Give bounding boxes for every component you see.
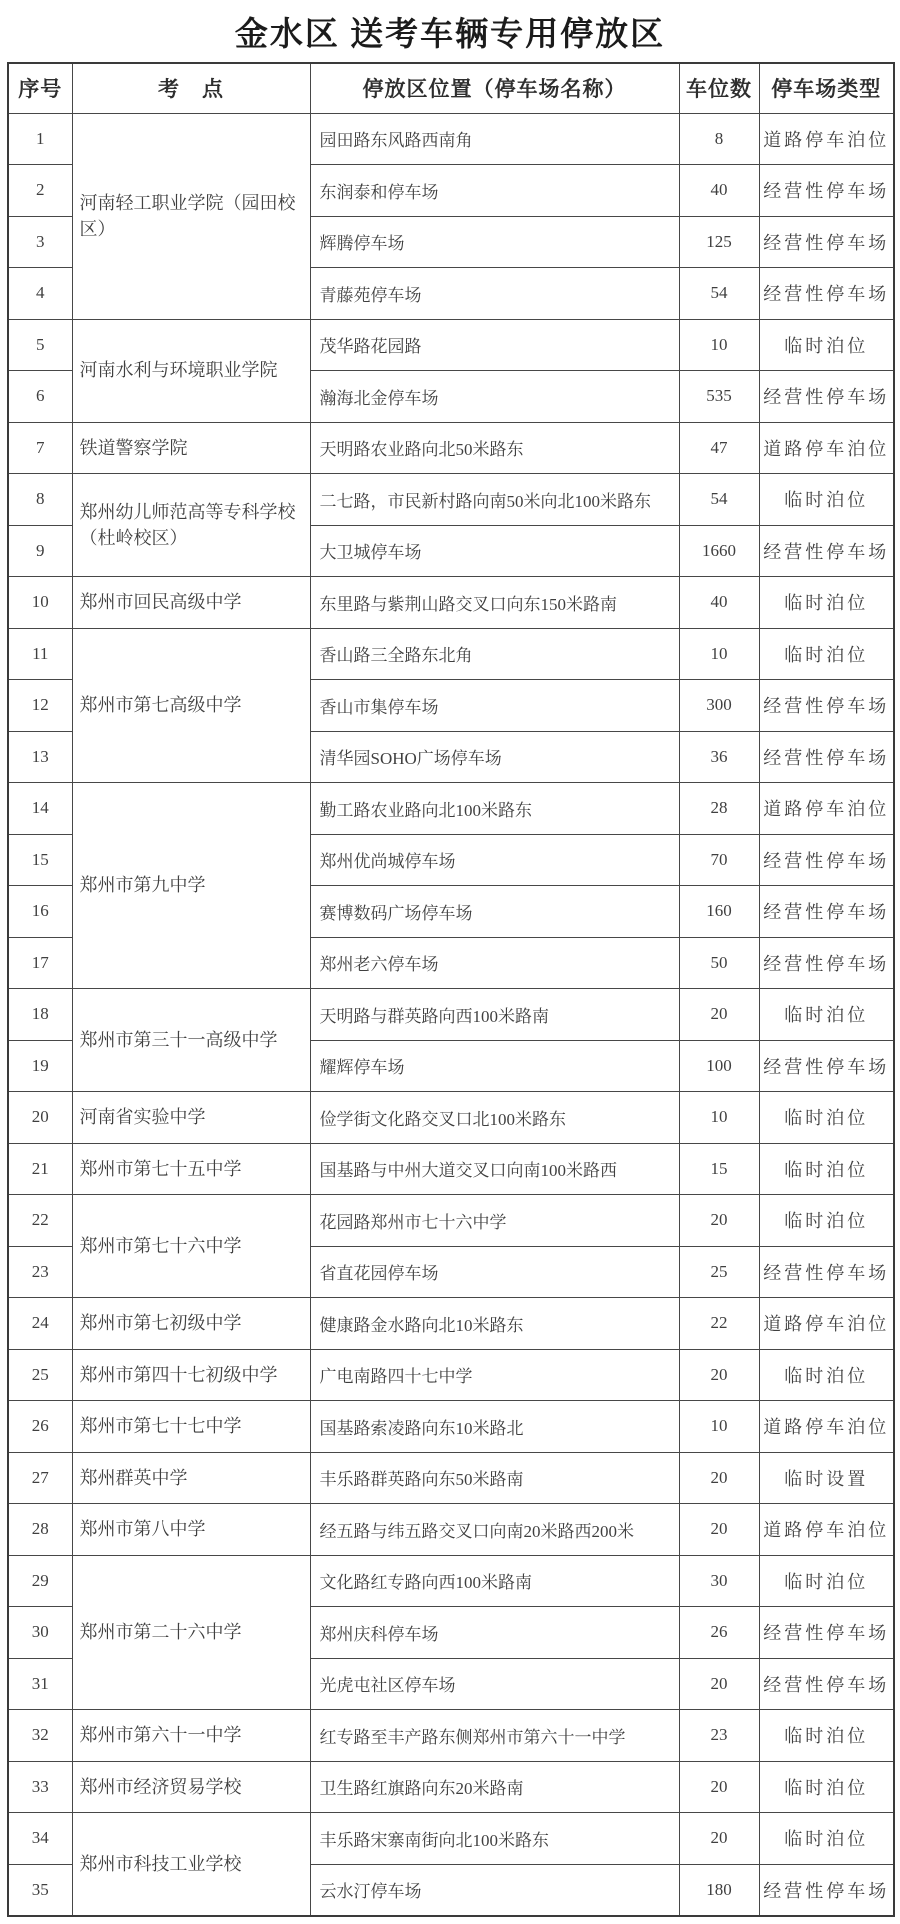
row-number-cell: 2 xyxy=(8,165,72,217)
lot-type-cell: 临时泊位 xyxy=(759,474,894,526)
exam-site-cell: 郑州市第七初级中学 xyxy=(72,1298,310,1350)
parking-location-cell: 丰乐路群英路向东50米路南 xyxy=(310,1452,679,1504)
spaces-count-cell: 47 xyxy=(679,422,759,474)
spaces-count-cell: 8 xyxy=(679,113,759,165)
parking-location-cell: 文化路红专路向西100米路南 xyxy=(310,1555,679,1607)
spaces-count-cell: 28 xyxy=(679,783,759,835)
table-row xyxy=(8,319,894,371)
spaces-count-cell: 50 xyxy=(679,937,759,989)
table-row xyxy=(8,1143,894,1195)
spaces-count-cell: 10 xyxy=(679,1401,759,1453)
parking-location-cell: 卫生路红旗路向东20米路南 xyxy=(310,1761,679,1813)
exam-site-cell: 郑州市第七十五中学 xyxy=(72,1143,310,1195)
row-number-cell: 22 xyxy=(8,1195,72,1247)
parking-location-cell: 郑州优尚城停车场 xyxy=(310,834,679,886)
spaces-count-cell: 100 xyxy=(679,1040,759,1092)
parking-location-cell: 辉腾停车场 xyxy=(310,216,679,268)
spaces-count-cell: 300 xyxy=(679,680,759,732)
lot-type-cell: 经营性停车场 xyxy=(759,165,894,217)
header-serial-number: 序号 xyxy=(8,63,72,113)
table-row xyxy=(8,577,894,629)
spaces-count-cell: 20 xyxy=(679,1452,759,1504)
spaces-count-cell: 23 xyxy=(679,1710,759,1762)
table-row xyxy=(8,1452,894,1504)
parking-location-cell: 郑州老六停车场 xyxy=(310,937,679,989)
lot-type-cell: 临时泊位 xyxy=(759,577,894,629)
parking-location-cell: 广电南路四十七中学 xyxy=(310,1349,679,1401)
exam-site-cell: 河南水利与环境职业学院 xyxy=(72,319,310,422)
parking-location-cell: 东润泰和停车场 xyxy=(310,165,679,217)
exam-site-cell: 郑州市科技工业学校 xyxy=(72,1813,310,1916)
exam-site-cell: 郑州群英中学 xyxy=(72,1452,310,1504)
lot-type-cell: 经营性停车场 xyxy=(759,268,894,320)
parking-table xyxy=(7,62,895,1917)
row-number-cell: 9 xyxy=(8,525,72,577)
row-number-cell: 21 xyxy=(8,1143,72,1195)
exam-site-cell: 河南省实验中学 xyxy=(72,1092,310,1144)
exam-site-cell: 铁道警察学院 xyxy=(72,422,310,474)
lot-type-cell: 经营性停车场 xyxy=(759,731,894,783)
spaces-count-cell: 1660 xyxy=(679,525,759,577)
parking-location-cell: 香山路三全路东北角 xyxy=(310,628,679,680)
exam-site-cell: 郑州市第八中学 xyxy=(72,1504,310,1556)
table-row xyxy=(8,1813,894,1865)
parking-location-cell: 茂华路花园路 xyxy=(310,319,679,371)
spaces-count-cell: 10 xyxy=(679,1092,759,1144)
row-number-cell: 5 xyxy=(8,319,72,371)
row-number-cell: 18 xyxy=(8,989,72,1041)
header-row xyxy=(8,63,894,113)
row-number-cell: 27 xyxy=(8,1452,72,1504)
exam-site-cell: 河南轻工职业学院（园田校区） xyxy=(72,113,310,319)
row-number-cell: 12 xyxy=(8,680,72,732)
spaces-count-cell: 26 xyxy=(679,1607,759,1659)
lot-type-cell: 临时泊位 xyxy=(759,628,894,680)
lot-type-cell: 道路停车泊位 xyxy=(759,422,894,474)
row-number-cell: 14 xyxy=(8,783,72,835)
table-row xyxy=(8,1504,894,1556)
lot-type-cell: 道路停车泊位 xyxy=(759,1298,894,1350)
lot-type-cell: 经营性停车场 xyxy=(759,1864,894,1916)
table-row xyxy=(8,1555,894,1607)
row-number-cell: 29 xyxy=(8,1555,72,1607)
spaces-count-cell: 125 xyxy=(679,216,759,268)
lot-type-cell: 临时设置 xyxy=(759,1452,894,1504)
parking-location-cell: 俭学街文化路交叉口北100米路东 xyxy=(310,1092,679,1144)
lot-type-cell: 经营性停车场 xyxy=(759,1658,894,1710)
table-row xyxy=(8,113,894,165)
parking-location-cell: 东里路与紫荆山路交叉口向东150米路南 xyxy=(310,577,679,629)
spaces-count-cell: 10 xyxy=(679,319,759,371)
parking-location-cell: 郑州庆科停车场 xyxy=(310,1607,679,1659)
parking-location-cell: 大卫城停车场 xyxy=(310,525,679,577)
exam-site-cell: 郑州市回民高级中学 xyxy=(72,577,310,629)
table-row xyxy=(8,1401,894,1453)
lot-type-cell: 临时泊位 xyxy=(759,319,894,371)
exam-site-cell: 郑州市第七十七中学 xyxy=(72,1401,310,1453)
exam-site-cell: 郑州市第二十六中学 xyxy=(72,1555,310,1710)
exam-site-cell: 郑州市第九中学 xyxy=(72,783,310,989)
spaces-count-cell: 20 xyxy=(679,1813,759,1865)
header-spaces-count: 车位数 xyxy=(679,63,759,113)
spaces-count-cell: 54 xyxy=(679,268,759,320)
parking-location-cell: 瀚海北金停车场 xyxy=(310,371,679,423)
spaces-count-cell: 20 xyxy=(679,1195,759,1247)
spaces-count-cell: 30 xyxy=(679,1555,759,1607)
spaces-count-cell: 20 xyxy=(679,1658,759,1710)
row-number-cell: 24 xyxy=(8,1298,72,1350)
row-number-cell: 11 xyxy=(8,628,72,680)
parking-location-cell: 耀辉停车场 xyxy=(310,1040,679,1092)
parking-location-cell: 赛博数码广场停车场 xyxy=(310,886,679,938)
lot-type-cell: 经营性停车场 xyxy=(759,1607,894,1659)
exam-site-cell: 郑州市第四十七初级中学 xyxy=(72,1349,310,1401)
spaces-count-cell: 10 xyxy=(679,628,759,680)
lot-type-cell: 经营性停车场 xyxy=(759,1246,894,1298)
exam-site-cell: 郑州幼儿师范高等专科学校（杜岭校区） xyxy=(72,474,310,577)
parking-table-body xyxy=(8,113,894,1916)
table-row xyxy=(8,1710,894,1762)
row-number-cell: 34 xyxy=(8,1813,72,1865)
spaces-count-cell: 20 xyxy=(679,1349,759,1401)
row-number-cell: 1 xyxy=(8,113,72,165)
lot-type-cell: 临时泊位 xyxy=(759,1710,894,1762)
parking-location-cell: 花园路郑州市七十六中学 xyxy=(310,1195,679,1247)
row-number-cell: 8 xyxy=(8,474,72,526)
exam-site-cell: 郑州市第三十一高级中学 xyxy=(72,989,310,1092)
row-number-cell: 6 xyxy=(8,371,72,423)
row-number-cell: 19 xyxy=(8,1040,72,1092)
exam-site-cell: 郑州市第六十一中学 xyxy=(72,1710,310,1762)
lot-type-cell: 道路停车泊位 xyxy=(759,1504,894,1556)
page-title: 金水区 送考车辆专用停放区 xyxy=(234,16,666,53)
table-row xyxy=(8,474,894,526)
lot-type-cell: 经营性停车场 xyxy=(759,525,894,577)
parking-location-cell: 健康路金水路向北10米路东 xyxy=(310,1298,679,1350)
spaces-count-cell: 54 xyxy=(679,474,759,526)
spaces-count-cell: 70 xyxy=(679,834,759,886)
spaces-count-cell: 20 xyxy=(679,1761,759,1813)
row-number-cell: 25 xyxy=(8,1349,72,1401)
lot-type-cell: 临时泊位 xyxy=(759,1195,894,1247)
lot-type-cell: 道路停车泊位 xyxy=(759,113,894,165)
parking-location-cell: 国基路与中州大道交叉口向南100米路西 xyxy=(310,1143,679,1195)
lot-type-cell: 临时泊位 xyxy=(759,1555,894,1607)
lot-type-cell: 临时泊位 xyxy=(759,1092,894,1144)
table-row xyxy=(8,1761,894,1813)
parking-location-cell: 红专路至丰产路东侧郑州市第六十一中学 xyxy=(310,1710,679,1762)
lot-type-cell: 临时泊位 xyxy=(759,1143,894,1195)
spaces-count-cell: 535 xyxy=(679,371,759,423)
table-row xyxy=(8,1195,894,1247)
row-number-cell: 26 xyxy=(8,1401,72,1453)
row-number-cell: 17 xyxy=(8,937,72,989)
table-row xyxy=(8,628,894,680)
parking-location-cell: 天明路农业路向北50米路东 xyxy=(310,422,679,474)
parking-location-cell: 勤工路农业路向北100米路东 xyxy=(310,783,679,835)
parking-location-cell: 二七路，市民新村路向南50米向北100米路东 xyxy=(310,474,679,526)
lot-type-cell: 经营性停车场 xyxy=(759,1040,894,1092)
table-row xyxy=(8,422,894,474)
lot-type-cell: 道路停车泊位 xyxy=(759,1401,894,1453)
row-number-cell: 28 xyxy=(8,1504,72,1556)
lot-type-cell: 道路停车泊位 xyxy=(759,783,894,835)
parking-location-cell: 香山市集停车场 xyxy=(310,680,679,732)
lot-type-cell: 临时泊位 xyxy=(759,989,894,1041)
parking-location-cell: 省直花园停车场 xyxy=(310,1246,679,1298)
row-number-cell: 31 xyxy=(8,1658,72,1710)
exam-site-cell: 郑州市经济贸易学校 xyxy=(72,1761,310,1813)
spaces-count-cell: 160 xyxy=(679,886,759,938)
parking-location-cell: 丰乐路宋寨南街向北100米路东 xyxy=(310,1813,679,1865)
header-lot-type: 停车场类型 xyxy=(759,63,894,113)
lot-type-cell: 经营性停车场 xyxy=(759,371,894,423)
exam-site-cell: 郑州市第七高级中学 xyxy=(72,628,310,783)
row-number-cell: 33 xyxy=(8,1761,72,1813)
table-row xyxy=(8,989,894,1041)
spaces-count-cell: 25 xyxy=(679,1246,759,1298)
row-number-cell: 7 xyxy=(8,422,72,474)
row-number-cell: 3 xyxy=(8,216,72,268)
parking-location-cell: 国基路索凌路向东10米路北 xyxy=(310,1401,679,1453)
lot-type-cell: 经营性停车场 xyxy=(759,680,894,732)
table-row xyxy=(8,1298,894,1350)
row-number-cell: 30 xyxy=(8,1607,72,1659)
lot-type-cell: 经营性停车场 xyxy=(759,937,894,989)
lot-type-cell: 临时泊位 xyxy=(759,1349,894,1401)
parking-location-cell: 云水汀停车场 xyxy=(310,1864,679,1916)
header-exam-site: 考 点 xyxy=(72,63,310,113)
parking-location-cell: 园田路东风路西南角 xyxy=(310,113,679,165)
row-number-cell: 23 xyxy=(8,1246,72,1298)
spaces-count-cell: 40 xyxy=(679,165,759,217)
row-number-cell: 13 xyxy=(8,731,72,783)
row-number-cell: 4 xyxy=(8,268,72,320)
lot-type-cell: 经营性停车场 xyxy=(759,216,894,268)
parking-location-cell: 天明路与群英路向西100米路南 xyxy=(310,989,679,1041)
row-number-cell: 32 xyxy=(8,1710,72,1762)
spaces-count-cell: 36 xyxy=(679,731,759,783)
lot-type-cell: 临时泊位 xyxy=(759,1813,894,1865)
row-number-cell: 16 xyxy=(8,886,72,938)
table-row xyxy=(8,1092,894,1144)
lot-type-cell: 经营性停车场 xyxy=(759,834,894,886)
lot-type-cell: 经营性停车场 xyxy=(759,886,894,938)
parking-location-cell: 光虎屯社区停车场 xyxy=(310,1658,679,1710)
lot-type-cell: 临时泊位 xyxy=(759,1761,894,1813)
table-row xyxy=(8,783,894,835)
spaces-count-cell: 20 xyxy=(679,989,759,1041)
spaces-count-cell: 22 xyxy=(679,1298,759,1350)
parking-location-cell: 经五路与纬五路交叉口向南20米路西200米 xyxy=(310,1504,679,1556)
spaces-count-cell: 20 xyxy=(679,1504,759,1556)
row-number-cell: 10 xyxy=(8,577,72,629)
parking-location-cell: 清华园SOHO广场停车场 xyxy=(310,731,679,783)
spaces-count-cell: 180 xyxy=(679,1864,759,1916)
spaces-count-cell: 15 xyxy=(679,1143,759,1195)
parking-location-cell: 青藤苑停车场 xyxy=(310,268,679,320)
row-number-cell: 35 xyxy=(8,1864,72,1916)
table-row xyxy=(8,1349,894,1401)
spaces-count-cell: 40 xyxy=(679,577,759,629)
row-number-cell: 15 xyxy=(8,834,72,886)
row-number-cell: 20 xyxy=(8,1092,72,1144)
exam-site-cell: 郑州市第七十六中学 xyxy=(72,1195,310,1298)
header-parking-location: 停放区位置（停车场名称） xyxy=(310,63,679,113)
